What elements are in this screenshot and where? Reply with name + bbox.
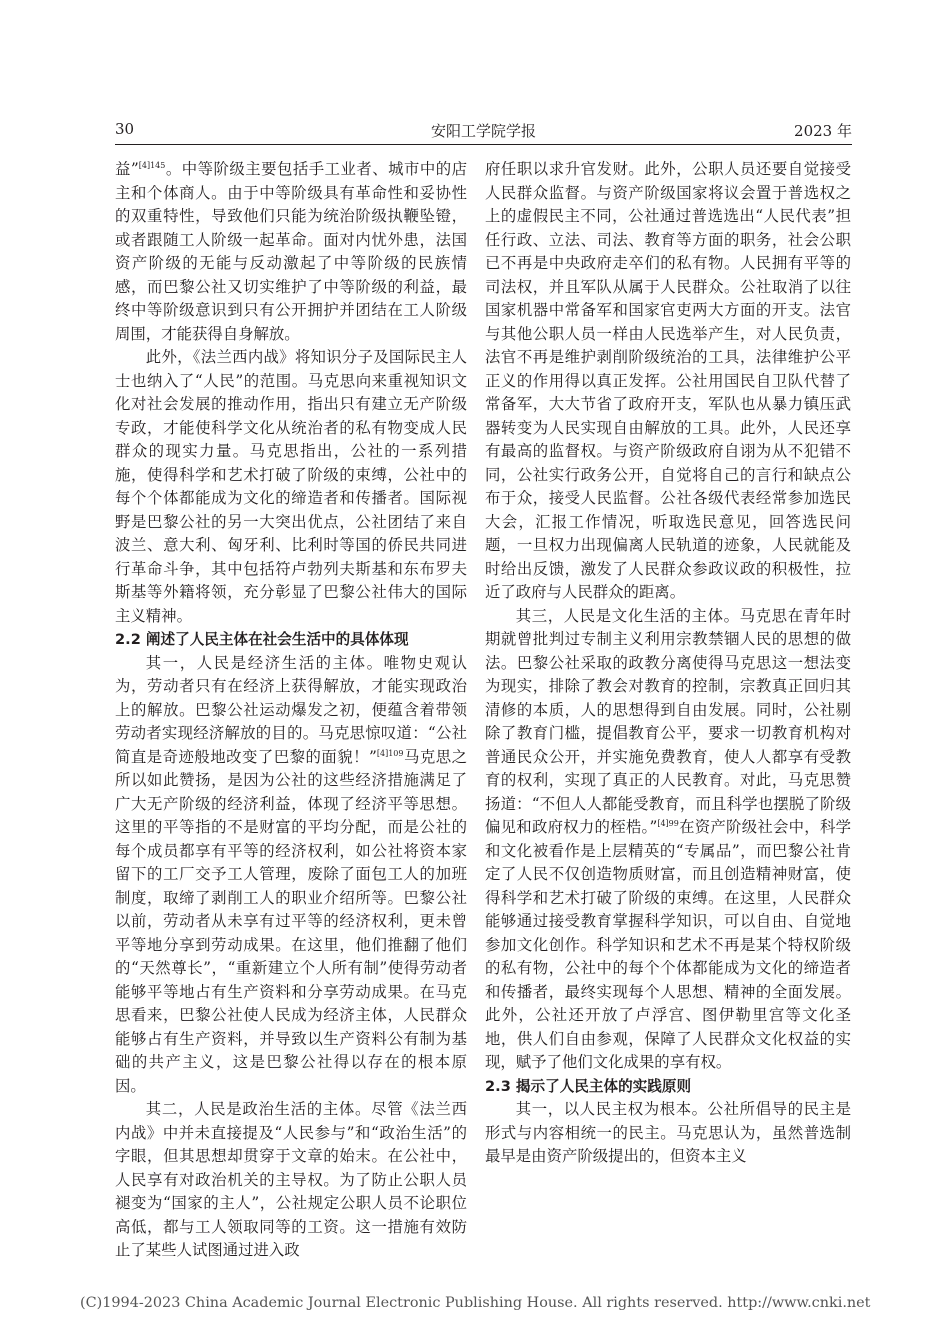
paragraph-text: 其一，人民是经济生活的主体。唯物史观认为，劳动者只有在经济上获得解放，才能实现政治上的解放。巴黎公社运动爆发之初，便蕴含着带领劳动者实现经济解放的目的。马克思惊叹道：“公社简直是奇迹般地改变了巴黎的面貌！” bbox=[115, 653, 467, 766]
paragraph: 其一，以人民主权为根本。公社所倡导的民主是形式与内容相统一的民主。马克思认为，虽然普选制最早是由资产阶级提出的，但资本主义 bbox=[485, 1100, 851, 1165]
copyright-footer: (C)1994-2023 China Academic Journal Electronic Publishing House. All rights reserved. http://www.cnki.net bbox=[80, 1295, 871, 1311]
paragraph bbox=[115, 652, 467, 1099]
paragraph bbox=[115, 158, 467, 346]
journal-title: 安阳工学院学报 bbox=[430, 122, 536, 140]
right-column bbox=[485, 158, 851, 1169]
paragraph: 府任职以求升官发财。此外，公职人员还要自觉接受人民群众监督。与资产阶级国家将议会置于普选权之上的虚假民主不同，公社通过普选选出“人民代表”担任行政、立法、司法、教育等方面的职务，社会公职已不再是中央政府走卒们的私有物。人民拥有平等的司法权，并且军队从属于人民群众。公社取消了以往国家机器中常备军和国家官吏两大方面的开支。法官与其他公职人员一样由人民选举产生，对人民负责，法官不再是维护剥削阶级统治的工具，法律维护公平正义的作用得以真正发挥。公社用国民自卫队代替了常备军，大大节省了政府开支，军队也从暴力镇压武器转变为人民实现自由解放的工具。此外，人民还享有最高的监督权。与资产阶级政府自诩为从不犯错不同，公社实行政务公开，自觉将自己的言行和缺点公布于众，接受人民监督。公社各级代表经常参加选民大会，汇报工作情况，听取选民意见，回答选民问题，一旦权力出现偏离人民轨道的迹象，人民就能及时给出反馈，激发了人民群众参政议政的积极性，拉近了政府与人民群众的距离。 bbox=[485, 160, 851, 601]
paragraph bbox=[485, 605, 851, 1075]
paragraph-text: 其三，人民是文化生活的主体。马克思在青年时期就曾批判过专制主义利用宗教禁锢人民的思想的做法。巴黎公社采取的政教分离使得马克思这一想法变为现实，排除了教会对教育的控制，宗教真正回归其清修的本质，人的思想得到自由发展。同时，公社剔除了教育门槛，提倡教育公平，要求一切教育机构对普通民众公开，并实施免费教育，使人人都享有受教育的权利，实现了真正的人民教育。对此，马克思赞扬道：“不但人人都能受教育，而且科学也摆脱了阶级偏见和政府权力的桎梏。” bbox=[485, 606, 851, 836]
paragraph-text: 。中等阶级主要包括手工业者、城市中的店主和个体商人。由于中等阶级具有革命性和妥协性的双重特性，导致他们只能为统治阶级执鞭坠镫，或者跟随工人阶级一起革命。面对内忧外患，法国资产阶级的无能与反动激起了中等阶级的民族情感，而巴黎公社又切实维护了中等阶级的利益，最终中等阶级意识到只有公开拥护并团结在工人阶级周围，才能获得自身解放。 bbox=[115, 160, 467, 343]
left-column bbox=[115, 158, 467, 1263]
running-header bbox=[115, 118, 852, 145]
section-heading-2-2: 2.2 阐述了人民主体在社会生活中的具体体现 bbox=[115, 631, 409, 648]
paragraph: 其二，人民是政治生活的主体。尽管《法兰西内战》中并未直接提及“人民参与”和“政治生活”的字眼，但其思想却贯穿于文章的始末。在公社中，人民享有对政治机关的主导权。为了防止公职人员褪变为“国家的主人”，公社规定公职人员不论职位高低，都与工人领取同等的工资。这一措施有效防止了某些人试图通过进入政 bbox=[115, 1100, 467, 1259]
paragraph-text: 马克思之所以如此赞扬，是因为公社的这些经济措施满足了广大无产阶级的经济利益，体现了经济平等思想。这里的平等指的不是财富的平均分配，而是公社的每个成员都享有平等的经济权利，如公社将资本家留下的工厂交予工人管理，废除了面包工人的加班制度，取缔了剥削工人的职业介绍所等。巴黎公社以前，劳动者从未享有过平等的经济权利，更未曾平等地分享到劳动成果。在这里，他们推翻了他们的“天然尊长”，“重新建立个人所有制”使得劳动者能够平等地占有生产资料和分享劳动成果。在马克思看来，巴黎公社使人民成为经济主体，人民群众能够占有生产资料，并导致以生产资料公有制为基础的共产主义，这是巴黎公社得以存在的根本原因。 bbox=[115, 747, 467, 1095]
citation-ref: [4]145 bbox=[138, 160, 166, 170]
publication-year: 2023 年 bbox=[794, 122, 852, 140]
page-number: 30 bbox=[115, 120, 135, 138]
citation-ref: [4]99 bbox=[657, 818, 679, 828]
citation-ref: [4]109 bbox=[376, 748, 404, 758]
paragraph-text: 在资产阶级社会中，科学和文化被看作是上层精英的“专属品”，而巴黎公社肯定了人民不仅创造物质财富，而且创造精神财富，使得科学和艺术打破了阶级的束缚。在这里，人民群众能够通过接受教育掌握科学知识，可以自由、自觉地参加文化创作。科学知识和艺术不再是某个特权阶级的私有物，公社中的每个个体都能成为文化的缔造者和传播者，最终实现每个人思想、精神的全面发展。此外，公社还开放了卢浮宫、图伊勒里宫等文化圣地，供人们自由参观，保障了人民群众文化权益的实现，赋予了他们文化成果的享有权。 bbox=[485, 818, 851, 1071]
paragraph: 此外，《法兰西内战》将知识分子及国际民主人士也纳入了“人民”的范围。马克思向来重视知识文化对社会发展的推动作用，指出只有建立无产阶级专政，才能使科学文化从统治者的私有物变成人民群众的现实力量。马克思指出，公社的一系列措施，使得科学和艺术打破了阶级的束缚，公社中的每个个体都能成为文化的缔造者和传播者。国际视野是巴黎公社的另一大突出优点，公社团结了来自波兰、意大利、匈牙利、比利时等国的侨民共同进行革命斗争，其中包括符卢勃列夫斯基和东布罗夫斯基等外籍将领，充分彰显了巴黎公社伟大的国际主义精神。 bbox=[115, 348, 467, 625]
paragraph-text: 益” bbox=[115, 160, 139, 178]
section-heading-2-3: 2.3 揭示了人民主体的实践原则 bbox=[485, 1077, 692, 1095]
